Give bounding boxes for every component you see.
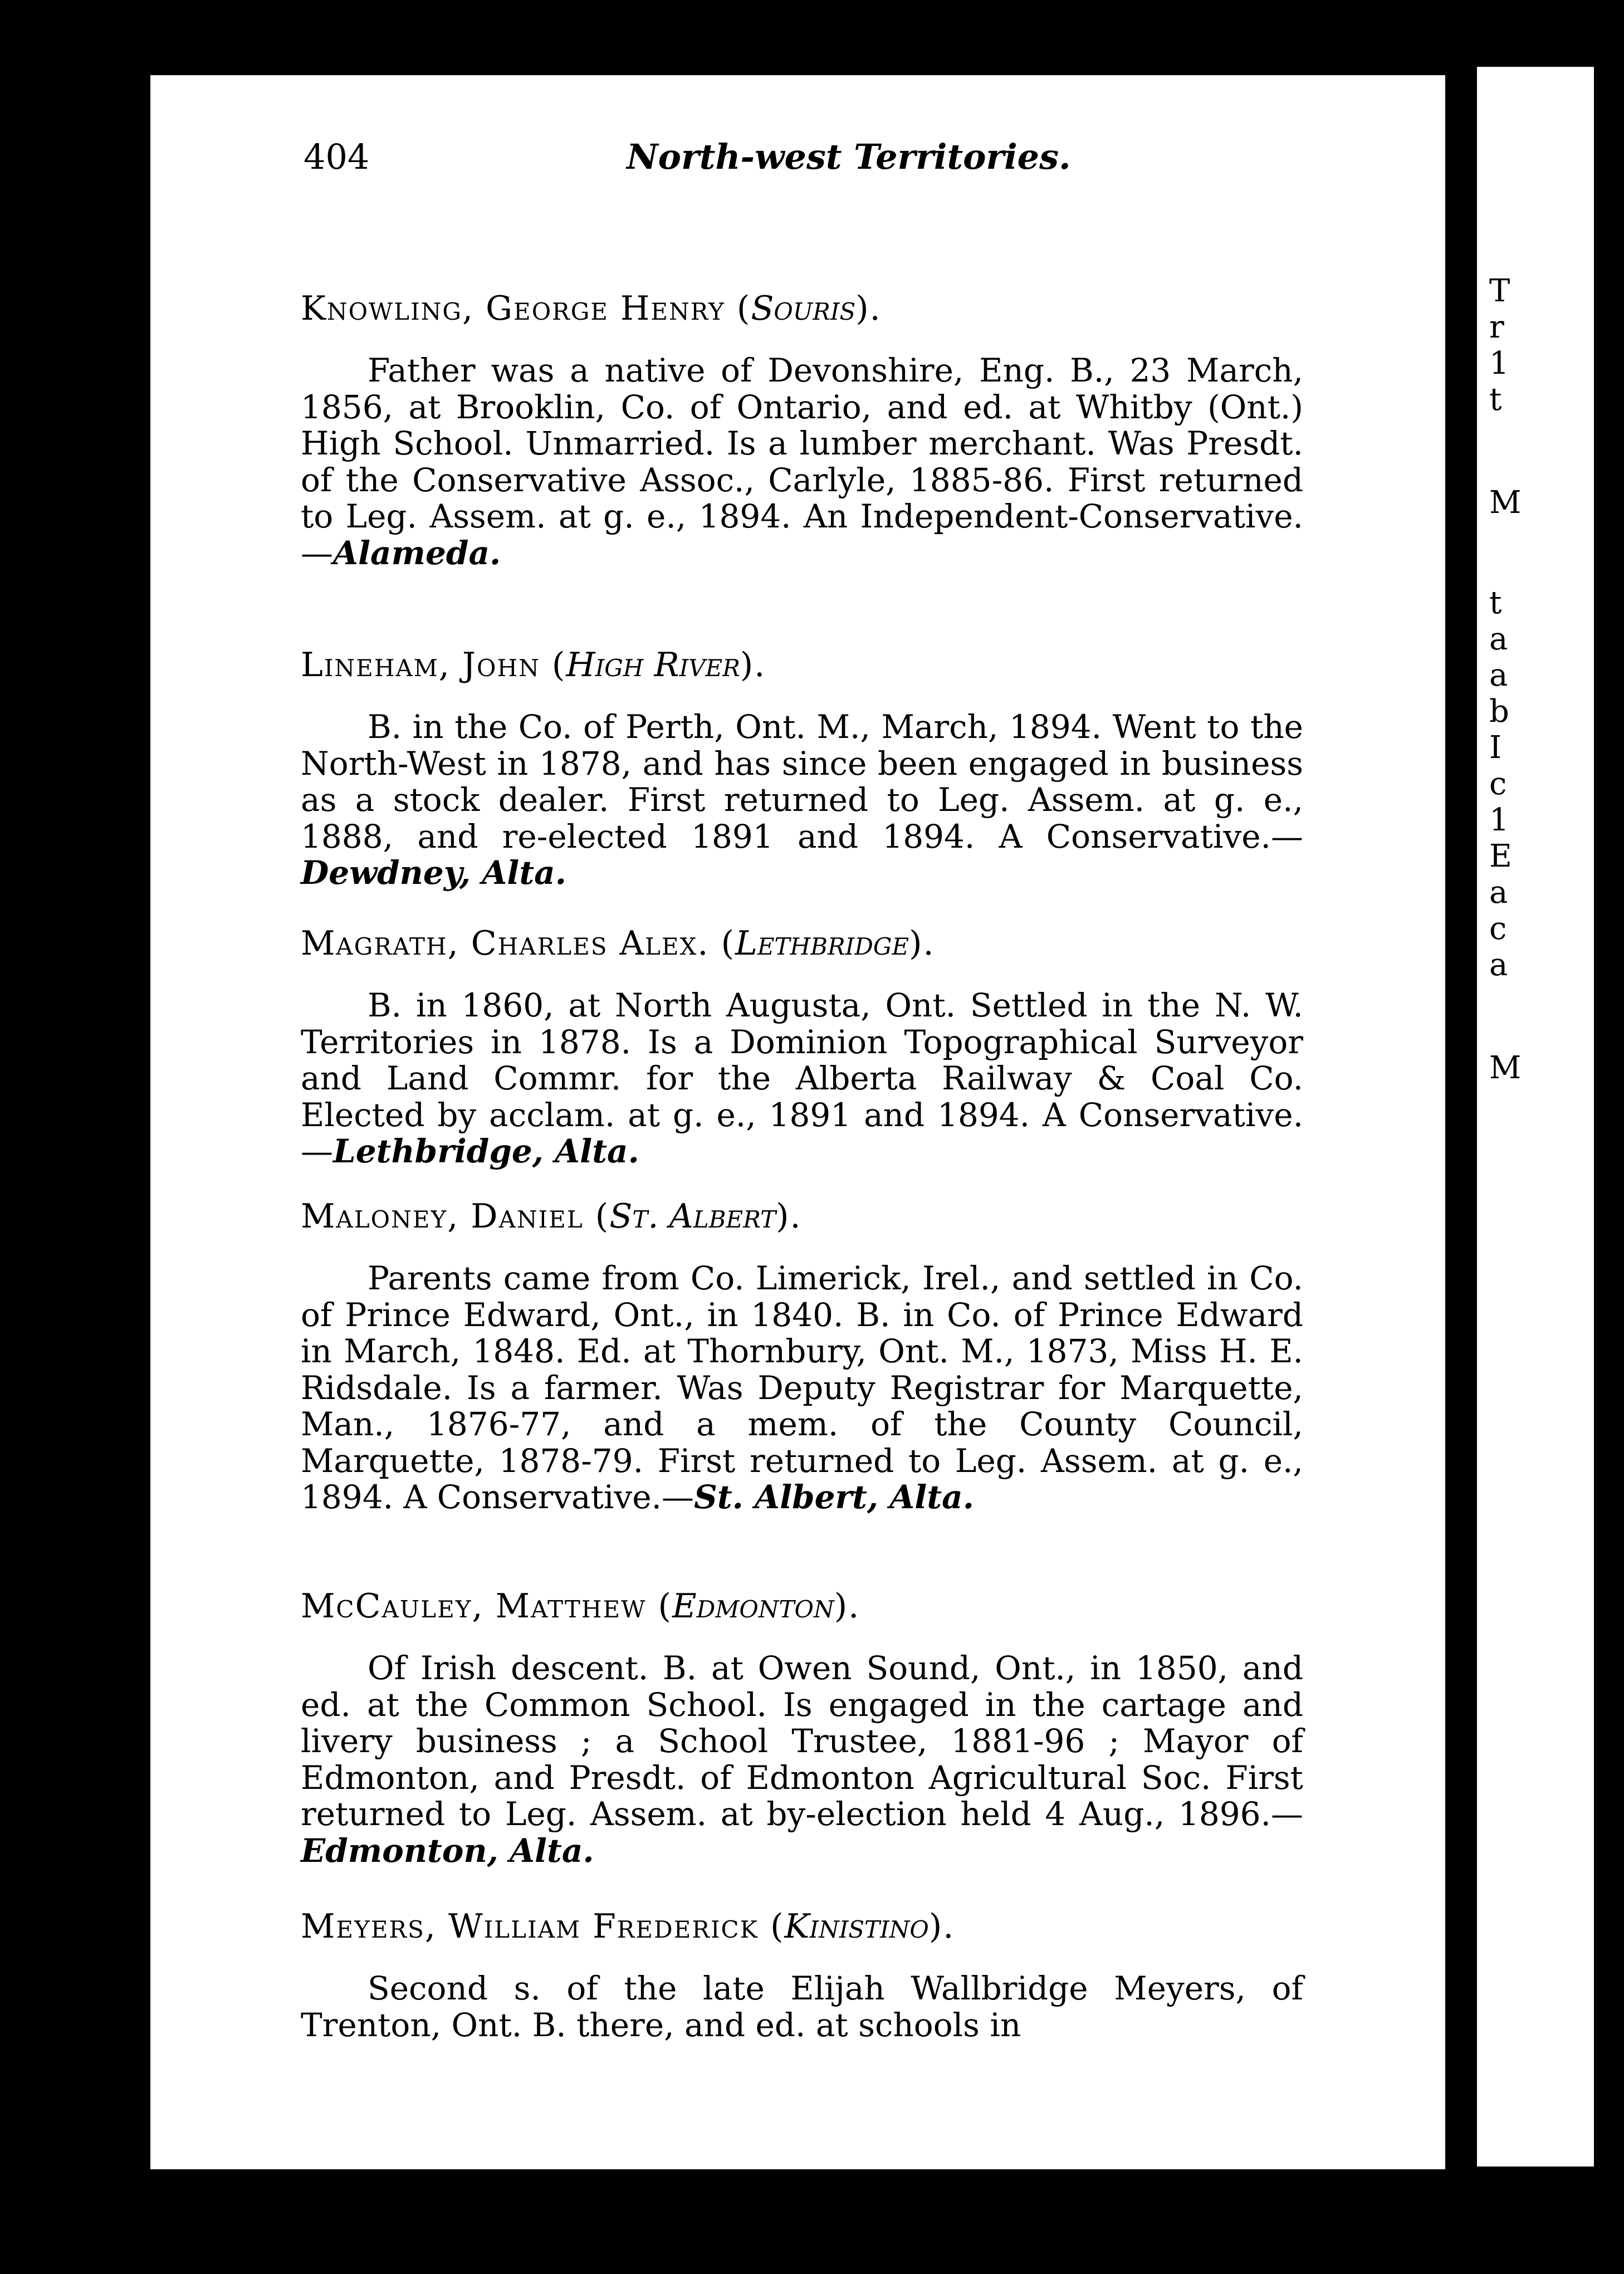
entry-surname: McCauley, <box>301 1587 484 1626</box>
entry-given-names: George Henry <box>486 289 725 328</box>
entry-surname: Magrath, <box>301 924 459 963</box>
entry-name: Meyers, William Frederick (Kinistino). <box>301 1907 955 1946</box>
entry-given-names: Charles Alex. <box>471 924 710 963</box>
entry-text: Second s. of the late Elijah Wallbridge Meyers, of Trenton, Ont. B. there, and ed. at schools in <box>301 1969 1303 2044</box>
entry-address: Dewdney, Alta. <box>301 854 566 892</box>
entry-name: Lineham, John (High River). <box>301 645 766 684</box>
entry-text: Parents came from Co. Limerick, Irel., and settled in Co. of Prince Edward, Ont., in 1840. B. in Co. of Prince Edward in March, 1848. Ed. at Thornbury, Ont. M., 1873, Miss H. E. Ridsdale. Is a farmer. Was Deputy Registrar for Marquette, Man., 1876-77, and a mem. of the County Council, Marquette, 1878-79. First returned to Leg. Assem. at g. e., 1894. A Conservative.— <box>301 1259 1303 1516</box>
page-number: 404 <box>304 136 370 177</box>
entry-address: Alameda. <box>333 534 501 572</box>
entry-constituency: High River <box>566 645 740 684</box>
entry-body <box>301 1650 1303 1869</box>
entry-given-names: William Frederick <box>448 1907 759 1946</box>
entry-meyers <box>301 1905 1303 2043</box>
facing-page-edge: T r 1 t M t a a b I c 1 E a c a M <box>1477 67 1594 2167</box>
entry-text: B. in the Co. of Perth, Ont. M., March, 1894. Went to the North-West in 1878, and has since been engaged in business as a stock dealer. First returned to Leg. Assem. at g. e., 1888, and re-elected 1891 and 1894. A Conservative.— <box>301 708 1303 855</box>
entry-maloney <box>301 1195 1303 1516</box>
entry-lineham <box>301 643 1303 892</box>
entry-given-names: Daniel <box>471 1197 584 1236</box>
entry-address: Edmonton, Alta. <box>301 1831 594 1870</box>
entry-text: B. in 1860, at North Augusta, Ont. Settled in the N. W. Territories in 1878. Is a Dominion Topographical Surveyor and Land Commr. for the Alberta Railway & Coal Co. Elected by acclam. at g. e., 1891 and 1894. A Conservative.— <box>301 986 1303 1170</box>
entry-surname: Knowling, <box>301 289 475 328</box>
entry-constituency: St. Albert <box>609 1197 776 1236</box>
entry-body <box>301 709 1303 892</box>
running-title: North-west Territories. <box>627 136 1071 177</box>
entry-given-names: Matthew <box>495 1587 647 1626</box>
entry-surname: Maloney, <box>301 1197 459 1236</box>
entry-name: McCauley, Matthew (Edmonton). <box>301 1587 860 1626</box>
entry-knowling <box>301 287 1303 571</box>
entry-constituency: Souris <box>751 289 856 328</box>
page-header <box>304 136 1306 192</box>
entry-text: Father was a native of Devonshire, Eng. B., 23 March, 1856, at Brooklin, Co. of Ontario, and ed. at Whitby (Ont.) High School. Unmarried. Is a lumber merchant. Was Presdt. of the Conservative Assoc., Carlyle, 1885-86. First returned to Leg. Assem. at g. e., 1894. An Independent-Conservative.— <box>301 351 1303 572</box>
entry-constituency: Edmonton <box>672 1587 834 1626</box>
entry-text: Of Irish descent. B. at Owen Sound, Ont., in 1850, and ed. at the Common School. Is engaged in the cartage and livery business ; a School Trustee, 1881-96 ; Mayor of Edmonton, and Presdt. of Edmonton Agricultural Soc. First returned to Leg. Assem. at by-election held 4 Aug., 1896.— <box>301 1649 1303 1833</box>
entry-name: Magrath, Charles Alex. (Lethbridge). <box>301 924 935 963</box>
entry-address: Lethbridge, Alta. <box>333 1132 639 1170</box>
entry-given-names: John <box>462 645 540 684</box>
entry-body <box>301 1970 1303 2043</box>
entry-constituency: Kinistino <box>784 1907 929 1946</box>
entry-mccauley <box>301 1585 1303 1869</box>
entry-address: St. Albert, Alta. <box>694 1478 974 1516</box>
entry-surname: Meyers, <box>301 1907 437 1946</box>
entry-magrath <box>301 922 1303 1170</box>
entry-name: Knowling, George Henry (Souris). <box>301 289 882 328</box>
entry-name: Maloney, Daniel (St. Albert). <box>301 1197 802 1236</box>
entry-body <box>301 987 1303 1170</box>
entry-body <box>301 353 1303 571</box>
entry-constituency: Lethbridge <box>735 924 909 963</box>
entry-body <box>301 1260 1303 1516</box>
entry-surname: Lineham, <box>301 645 451 684</box>
